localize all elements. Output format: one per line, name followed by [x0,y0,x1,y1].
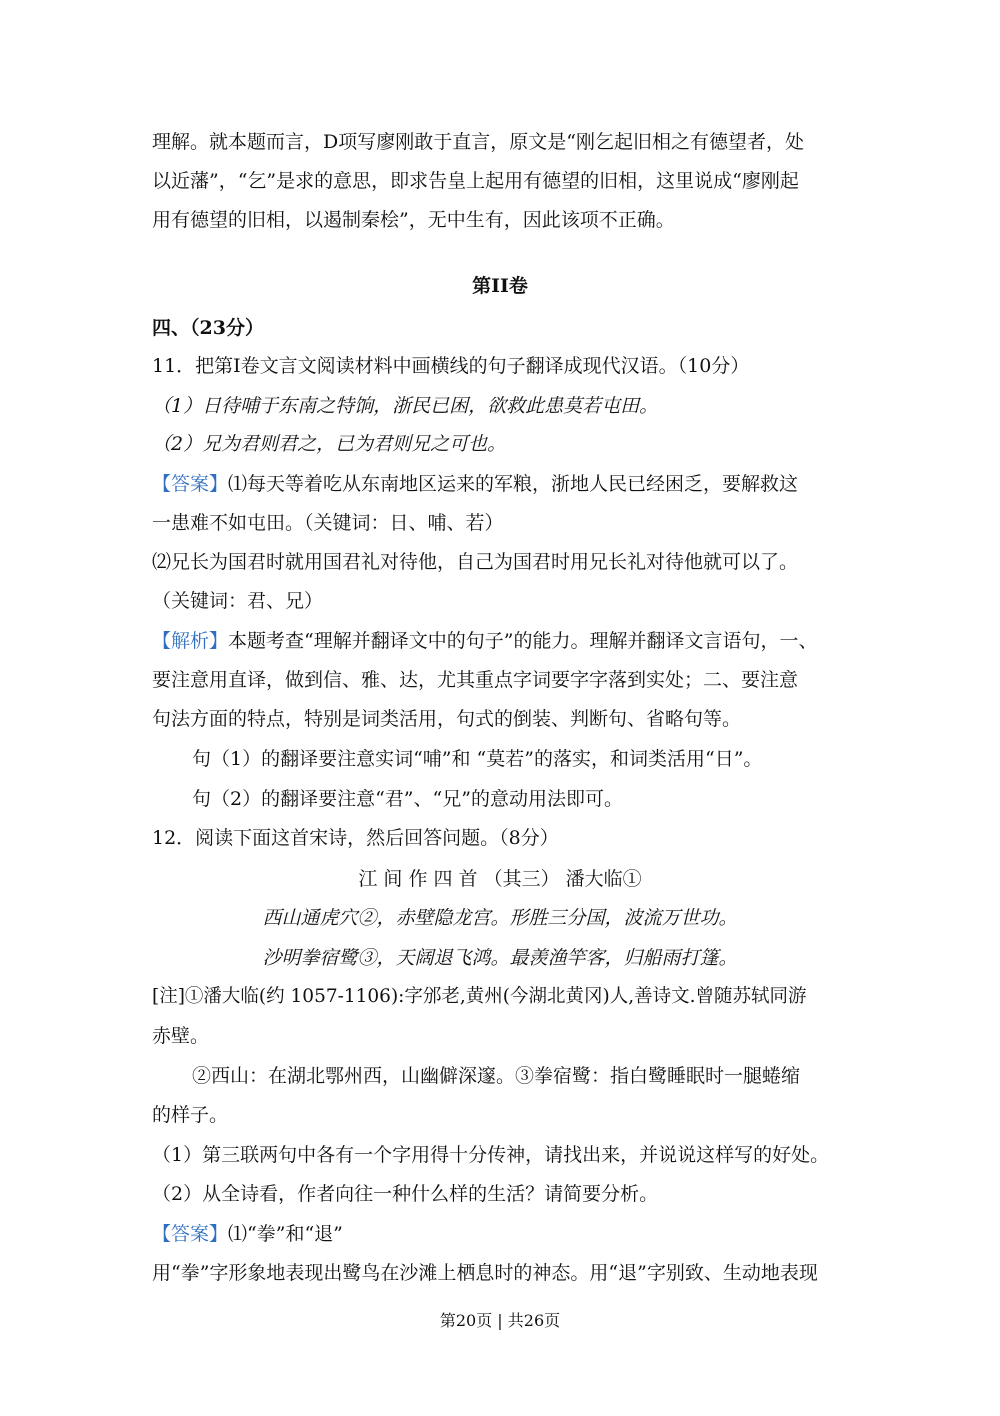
answer-text: ⑴“拳”和“退” [228,1223,343,1245]
text-line: 理解。就本题而言，D项写廖刚敢于直言，原文是“刚乞起旧相之有德望者，处 [152,131,804,153]
answer-11-line-4: （关键词：君、兄） [152,590,324,612]
analysis-line-4: 句（1）的翻译要注意实词“哺”和 “莫若”的落实，和词类活用“日”。 [192,748,763,770]
text-line: 用有德望的旧相，以遏制秦桧”，无中生有，因此该项不正确。 [152,209,675,231]
question-11: 11．把第I卷文言文阅读材料中画横线的句子翻译成现代汉语。（10分） [152,355,750,377]
answer-12-line-2: 用“拳”字形象地表现出鹭鸟在沙滩上栖息时的神态。用“退”字别致、生动地表现 [152,1262,818,1284]
answer-11-line-3: ⑵兄长为国君时就用国君礼对待他，自己为国君时用兄长礼对待他就可以了。 [152,551,799,573]
analysis-line-3: 句法方面的特点，特别是词类活用，句式的倒装、判断句、省略句等。 [152,708,742,730]
note-line-1: [注]①潘大临(约 1057-1106):字邠老,黄州(今湖北黄冈)人,善诗文.曾随苏轼同游 [152,986,807,1007]
text-line: 以近藩”，“乞”是求的意思，即求告皇上起用有德望的旧相，这里说成“廖刚起 [152,170,799,192]
analysis-line-1 [152,627,852,655]
analysis-tag: 【解析】 [152,630,229,652]
analysis-line-5: 句（2）的翻译要注意“君”、“兄”的意动用法即可。 [192,788,623,810]
answer-tag: 【答案】 [152,1223,229,1245]
answer-12-line-1 [152,1220,852,1248]
poem-title: 江 间 作 四 首 （其三） 潘大临① [358,868,642,890]
volume-title: 第II卷 [472,275,528,297]
page-footer: 第20页 | 共26页 [439,1311,561,1330]
question-12-item-1: （1）第三联两句中各有一个字用得十分传神，请找出来，并说说这样写的好处。 [152,1144,830,1166]
note-line-4: 的样子。 [152,1104,229,1126]
poem-line-2: 沙明拳宿鹭③，天阔退飞鸿。最羡渔竿客，归船雨打篷。 [262,947,738,969]
note-line-2: 赤壁。 [152,1025,210,1047]
answer-11-line-1 [152,470,852,498]
answer-text: ⑴每天等着吃从东南地区运来的军粮，浙地人民已经困乏，要解救这 [228,473,799,495]
section-heading: 四、（23分） [152,317,264,339]
poem-line-1: 西山通虎穴②，赤壁隐龙宫。形胜三分国，波流万世功。 [262,907,738,929]
analysis-line-2: 要注意用直译，做到信、雅、达，尤其重点字词要字字落到实处；二、要注意 [152,669,799,691]
answer-11-line-2: 一患难不如屯田。（关键词：日、哺、若） [152,512,504,534]
question-11-item-2: （2）兄为君则君之，已为君则兄之可也。 [152,433,507,455]
question-12-item-2: （2）从全诗看，作者向往一种什么样的生活？请简要分析。 [152,1183,659,1205]
question-12: 12．阅读下面这首宋诗，然后回答问题。（8分） [152,827,559,849]
answer-tag: 【答案】 [152,473,229,495]
analysis-text: 本题考查“理解并翻译文中的句子”的能力。理解并翻译文言语句，一、 [228,630,818,652]
note-line-3: ②西山：在湖北鄂州西，山幽僻深邃。③拳宿鹭：指白鹭睡眠时一腿蜷缩 [192,1065,801,1087]
question-11-item-1: （1）日待哺于东南之特饷，浙民已困，欲救此患莫若屯田。 [152,395,659,417]
